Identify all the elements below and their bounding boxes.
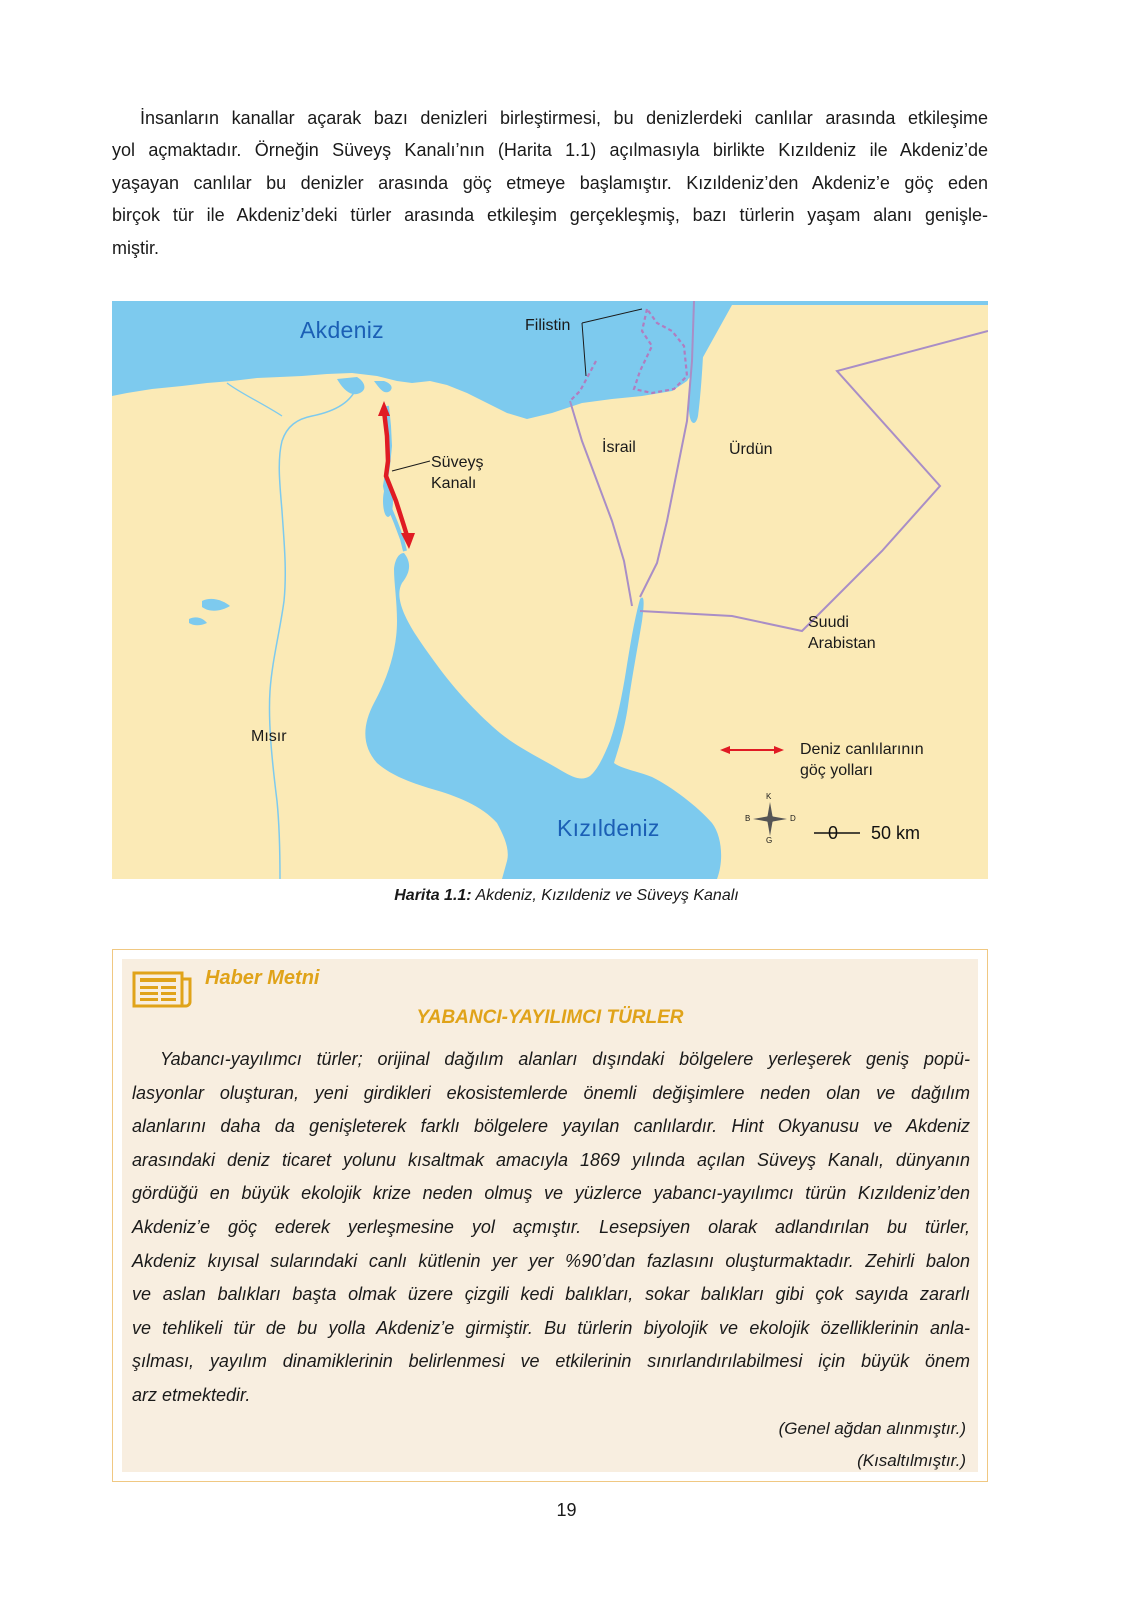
compass-s: G — [766, 836, 773, 845]
caption-text: Akdeniz, Kızıldeniz ve Süveyş Kanalı — [471, 887, 739, 904]
news-title: YABANCI-YAYILIMCI TÜRLER — [416, 1007, 684, 1028]
news-body — [132, 1043, 970, 1413]
news-line: Yabancı-yayılımcı türler; orijinal dağılım alanları dışındaki bölgelere yerleşerek geniş popü- — [160, 1049, 970, 1069]
news-line: alanlarını daha da genişleterek farklı bölgelere yayılan canlılardır. Hint Okyanusu ve Akdeniz — [132, 1116, 970, 1137]
intro-line: yol açmaktadır. Örneğin Süveyş Kanalı’nın (Harita 1.1) açılmasıyla birlikte Kızıldeniz ile Akdeniz’de — [112, 140, 988, 161]
scale-distance: 50 km — [871, 823, 921, 843]
newspaper-icon — [132, 969, 194, 1009]
news-line: arz etmektedir. — [132, 1384, 251, 1405]
nile-river — [269, 386, 357, 879]
intro-line: birçok tür ile Akdeniz’deki türler arasında etkileşim gerçekleşmiş, bazı türlerin yaşam alanı genişle- — [112, 205, 988, 226]
news-line: ve aslan balıkları başta olmak üzere çizgili kedi balıkları, sokar balıkları gibi çok sayıda zararlı — [132, 1284, 970, 1305]
compass-rose — [753, 802, 787, 836]
map-caption — [0, 887, 1133, 905]
news-line: ve tehlikeli tür de bu yolla Akdeniz’e girmiştir. Bu türlerin biyolojik ve ekolojik özelliklerinin anla- — [132, 1317, 970, 1338]
label-filistin: Filistin — [525, 317, 571, 334]
red-sea — [365, 553, 721, 879]
nile-branch — [227, 383, 282, 416]
legend-arrow-right — [774, 746, 784, 754]
news-line: Akdeniz kıyısal sularındaki canlı kütlenin yer yer %90’dan fazlasını oluşturmaktadır. Zehirli balon — [132, 1250, 970, 1271]
news-line: arasındaki deniz ticaret yolunu kısaltmak amacıyla 1869 yılında açılan Süveyş Kanalı, dünyanın — [132, 1149, 970, 1170]
news-abridged: (Kısaltılmıştır.) — [857, 1451, 966, 1470]
label-arabistan: Arabistan — [808, 635, 876, 652]
nile-oasis — [202, 599, 230, 611]
news-line: Akdeniz’e göç ederek yerleşmesine yol açmıştır. Lesepsiyen olarak adlandırılan bu türler, — [132, 1216, 970, 1237]
news-source: (Genel ağdan alınmıştır.) — [778, 1419, 966, 1438]
intro-paragraph — [112, 102, 988, 264]
label-suveys: Süveyş — [431, 454, 484, 471]
news-box — [112, 949, 988, 1482]
intro-line: miştir. — [112, 237, 159, 258]
legend-text-1: Deniz canlılarının — [800, 741, 924, 758]
legend-text-2: göç yolları — [800, 762, 873, 779]
label-misir: Mısır — [251, 728, 287, 745]
page-number: 19 — [556, 1500, 577, 1520]
compass-n: K — [766, 792, 772, 801]
legend-arrow-left — [720, 746, 730, 754]
news-tag: Haber Metni — [205, 967, 320, 989]
label-urdun: Ürdün — [729, 441, 773, 458]
news-box-inner — [122, 959, 978, 1472]
caption-label: Harita 1.1: — [394, 887, 472, 904]
label-akdeniz: Akdeniz — [300, 317, 384, 343]
intro-line: İnsanların kanallar açarak bazı denizleri birleştirmesi, bu denizlerdeki canlılar arasında etkileşime — [140, 108, 988, 128]
border-egypt-israel — [570, 401, 632, 606]
suveys-leader — [392, 461, 430, 471]
label-kanali: Kanalı — [431, 475, 477, 492]
compass-w: B — [745, 814, 751, 823]
news-line: şılması, yayılım dinamiklerinin belirlenmesi ve etkilerinin sınırlandırılabilmesi için büyük önem — [132, 1351, 970, 1372]
intro-line: yaşayan canlılar bu denizler arasında göç etmeye başlamıştır. Kızıldeniz’den Akdeniz’e göç eden — [112, 172, 988, 193]
label-kizildeniz: Kızıldeniz — [557, 815, 660, 841]
news-line: gördüğü en büyük ekolojik krize neden olmuş ve yüzlerce yabancı-yayılımcı türün Kızıldeniz’den — [132, 1183, 970, 1204]
compass-e: D — [790, 814, 796, 823]
map-graphic — [112, 301, 988, 879]
scale-zero: 0 — [828, 823, 839, 843]
label-israil: İsrail — [602, 439, 636, 456]
nile-delta-lakes — [337, 377, 392, 394]
suez-map — [112, 301, 988, 879]
fayum-lake — [189, 617, 207, 625]
news-line: lasyonlar oluşturan, yeni girdikleri ekosistemlerde önemli değişimlere neden olan ve dağılım — [132, 1082, 970, 1103]
label-suudi: Suudi — [808, 614, 849, 631]
